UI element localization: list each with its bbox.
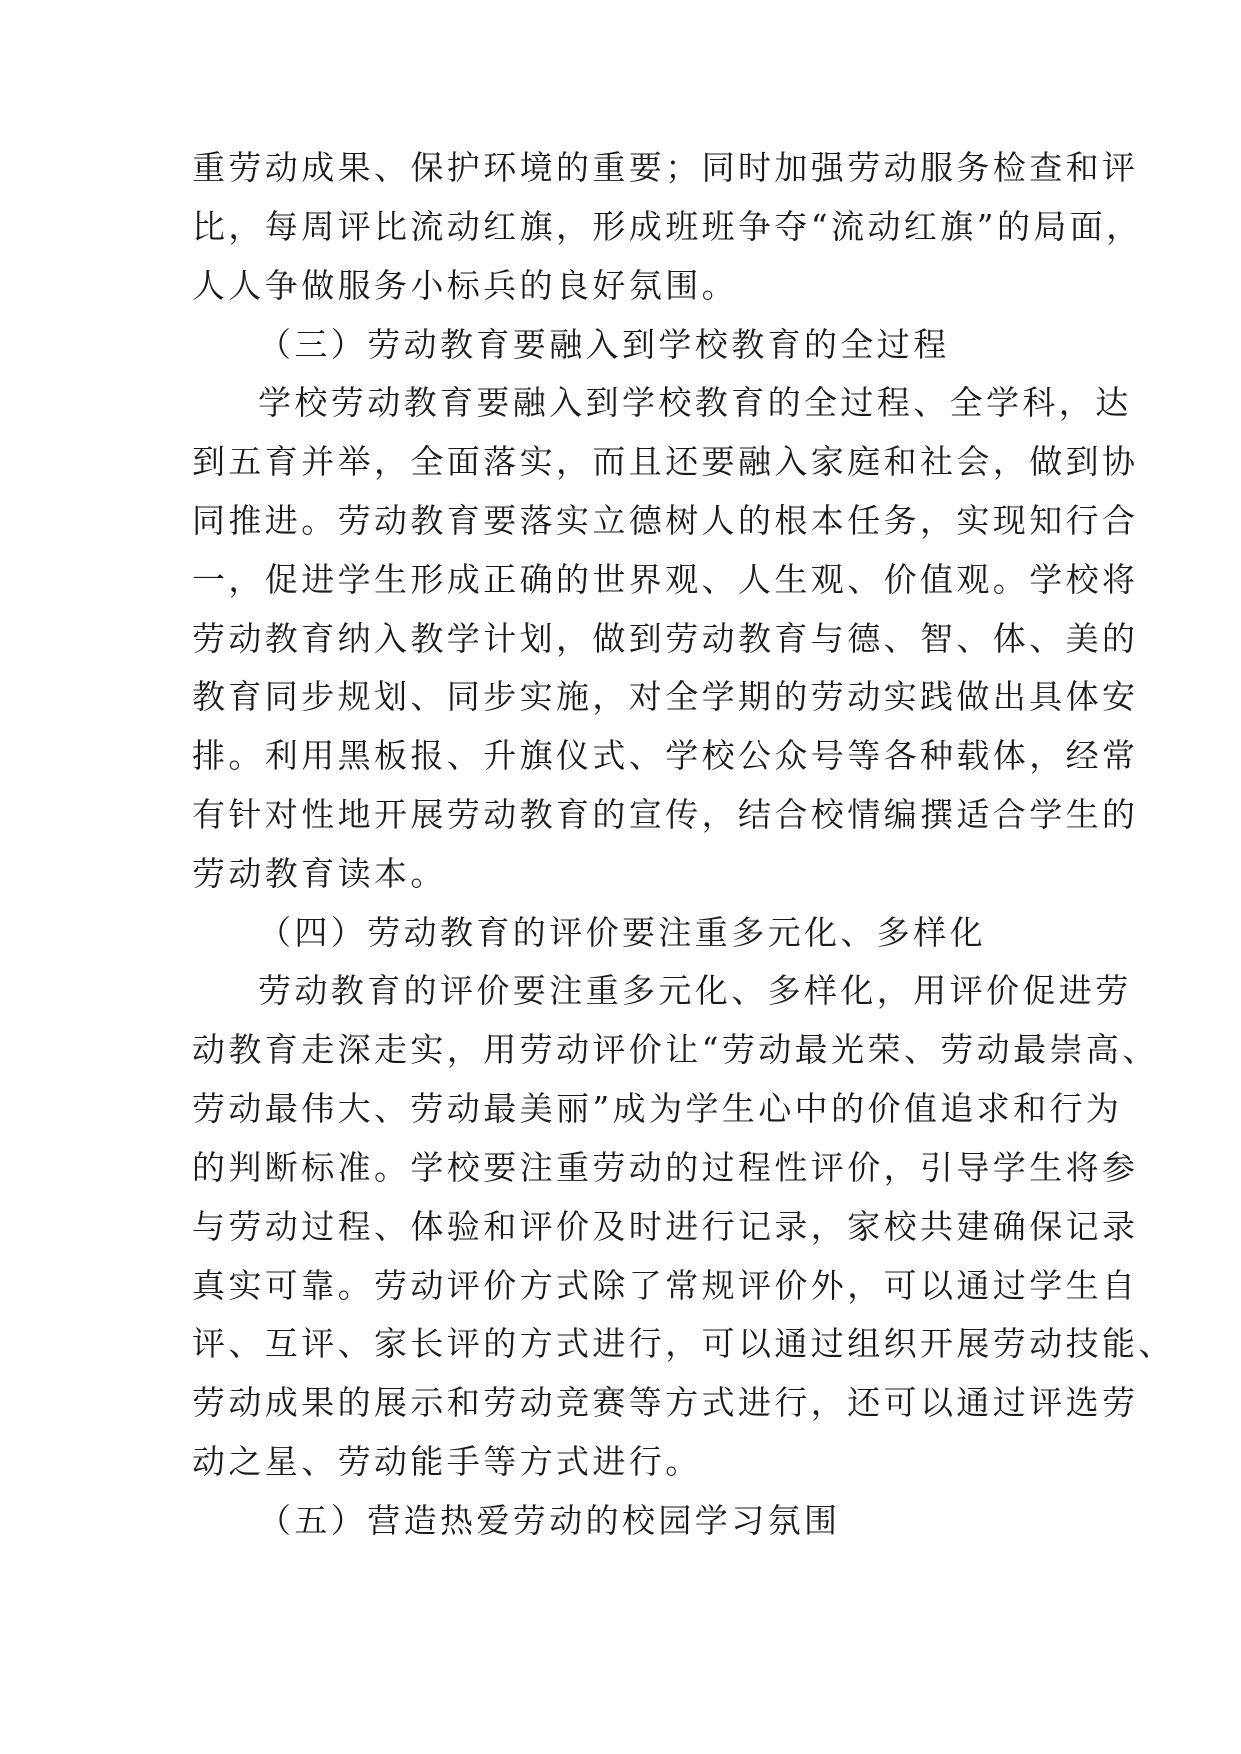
- paragraph-line: 教育同步规划、同步实施，对全学期的劳动实践做出具体安: [192, 677, 1139, 716]
- paragraph-line: 一，促进学生形成正确的世界观、人生观、价值观。学校将: [192, 560, 1139, 599]
- paragraph-line: 重劳动成果、保护环境的重要；同时加强劳动服务检查和评: [192, 148, 1139, 187]
- paragraph-line: 劳动教育读本。: [192, 854, 447, 893]
- paragraph-line: 动教育走深走实，用劳动评价让“劳动最光荣、劳动最崇高、: [192, 1030, 1159, 1069]
- paragraph-line: 学校劳动教育要融入到学校教育的全过程、全学科，达: [258, 383, 1132, 422]
- paragraph-line: 劳动教育的评价要注重多元化、多样化，用评价促进劳: [258, 971, 1132, 1010]
- paragraph-line: 有针对性地开展劳动教育的宣传，结合校情编撰适合学生的: [192, 795, 1139, 834]
- paragraph-line: 与劳动过程、体验和评价及时进行记录，家校共建确保记录: [192, 1207, 1139, 1246]
- section-heading: （四）劳动教育的评价要注重多元化、多样化: [258, 913, 986, 952]
- paragraph-line: 评、互评、家长评的方式进行，可以通过组织开展劳动技能、: [192, 1324, 1175, 1363]
- paragraph-line: 比，每周评比流动红旗，形成班班争夺“流动红旗”的局面，: [192, 207, 1143, 246]
- section-heading: （五）营造热爱劳动的校园学习氛围: [258, 1501, 841, 1540]
- paragraph-line: 劳动教育纳入教学计划，做到劳动教育与德、智、体、美的: [192, 619, 1139, 658]
- paragraph-line: 动之星、劳动能手等方式进行。: [192, 1442, 702, 1481]
- paragraph-line: 真实可靠。劳动评价方式除了常规评价外，可以通过学生自: [192, 1266, 1139, 1305]
- paragraph-line: 人人争做服务小标兵的良好氛围。: [192, 266, 738, 305]
- paragraph-line: 同推进。劳动教育要落实立德树人的根本任务，实现知行合: [192, 501, 1139, 540]
- paragraph-line: 到五育并举，全面落实，而且还要融入家庭和社会，做到协: [192, 442, 1139, 481]
- paragraph-line: 排。利用黑板报、升旗仪式、学校公众号等各种载体，经常: [192, 736, 1139, 775]
- paragraph-line: 劳动成果的展示和劳动竞赛等方式进行，还可以通过评选劳: [192, 1383, 1139, 1422]
- paragraph-line: 的判断标准。学校要注重劳动的过程性评价，引导学生将参: [192, 1148, 1139, 1187]
- paragraph-line: 劳动最伟大、劳动最美丽”成为学生心中的价值追求和行为: [192, 1089, 1123, 1128]
- section-heading: （三）劳动教育要融入到学校教育的全过程: [258, 325, 950, 364]
